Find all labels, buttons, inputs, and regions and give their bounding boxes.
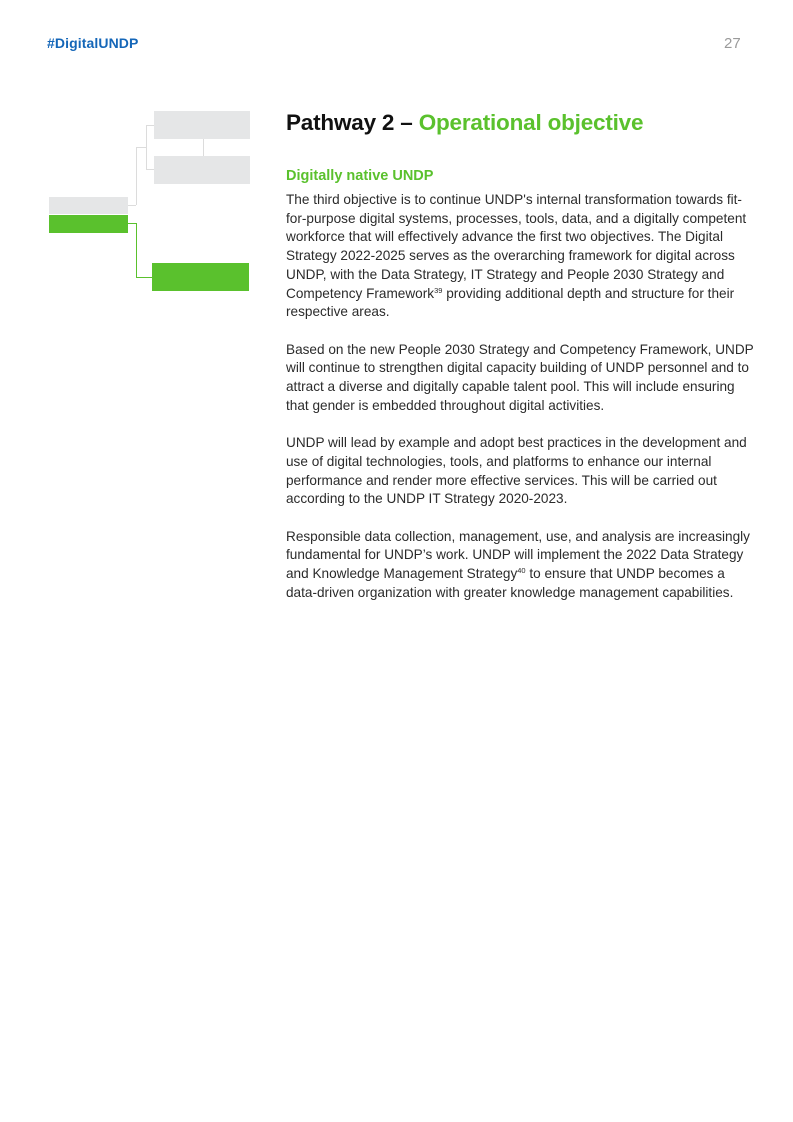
connector-active-vertical <box>136 223 137 277</box>
page-title <box>286 108 756 138</box>
paragraph-4 <box>286 528 756 603</box>
section-subheading: Digitally native UNDP <box>286 168 434 184</box>
paragraph-4-text: Responsible data collection, management, use, and analysis are increasingly fundamental for UNDP’s work. UNDP will implement the 2022 Data Strategy and Knowledge Management Strategy <box>286 528 750 582</box>
title-accent: Operational objective <box>418 110 644 135</box>
paragraph-1-text-end: providing additional depth and structure for their respective areas. <box>286 285 735 320</box>
paragraph-2: Based on the new People 2030 Strategy and Competency Framework, UNDP will continue to strengthen digital capacity building of UNDP personnel and to attract a diverse and digitally capable talent pool. This will include ensuring that gender is embedded throughout digital activities. <box>286 341 754 413</box>
pathway-tree-diagram <box>0 0 260 300</box>
connector-root-vertical <box>136 147 137 205</box>
connector-active-horizontal <box>128 223 136 224</box>
paragraph-4-text-end: to ensure that UNDP becomes a data-driven organization with greater knowledge management capabilities. <box>286 566 734 600</box>
header-hashtag: #DigitalUNDP <box>47 35 139 51</box>
main-content <box>286 108 756 621</box>
footnote-40[interactable]: 40 <box>517 566 526 576</box>
tree-node-active-right <box>152 263 249 291</box>
paragraph-3: UNDP will lead by example and adopt best practices in the development and use of digital technologies, tools, and platforms to enhance our internal performance and render more effective services. This will be carried out according to the UNDP IT Strategy 2020-2023. <box>286 435 747 507</box>
tree-node-top <box>154 111 250 139</box>
connector-upper-branch <box>136 147 146 148</box>
connector-root-link <box>128 205 136 206</box>
connector-middle-node <box>146 169 154 170</box>
connector-vertical-top <box>146 125 147 170</box>
connector-active-link <box>136 277 152 278</box>
title-prefix: Pathway 2 – <box>286 110 413 135</box>
paragraph-1-text: The third objective is to continue UNDP's internal transformation towards fit-for-purpose digital systems, processes, tools, data, and a digitally competent workforce that will effectively advance the first two objectives. The Digital Strategy 2022-2025 serves as the overarching framework for digital across UNDP, with the Data Strategy, IT Strategy and People 2030 Strategy and Competency Framework <box>286 192 747 301</box>
paragraph-1 <box>286 191 756 322</box>
connector-node-gap <box>203 139 204 156</box>
tree-root-node <box>49 197 128 214</box>
footnote-39[interactable]: 39 <box>434 285 443 295</box>
tree-node-active-left <box>49 215 128 233</box>
connector-top-node <box>146 125 154 126</box>
tree-node-middle <box>154 156 250 184</box>
page-number: 27 <box>724 35 741 52</box>
